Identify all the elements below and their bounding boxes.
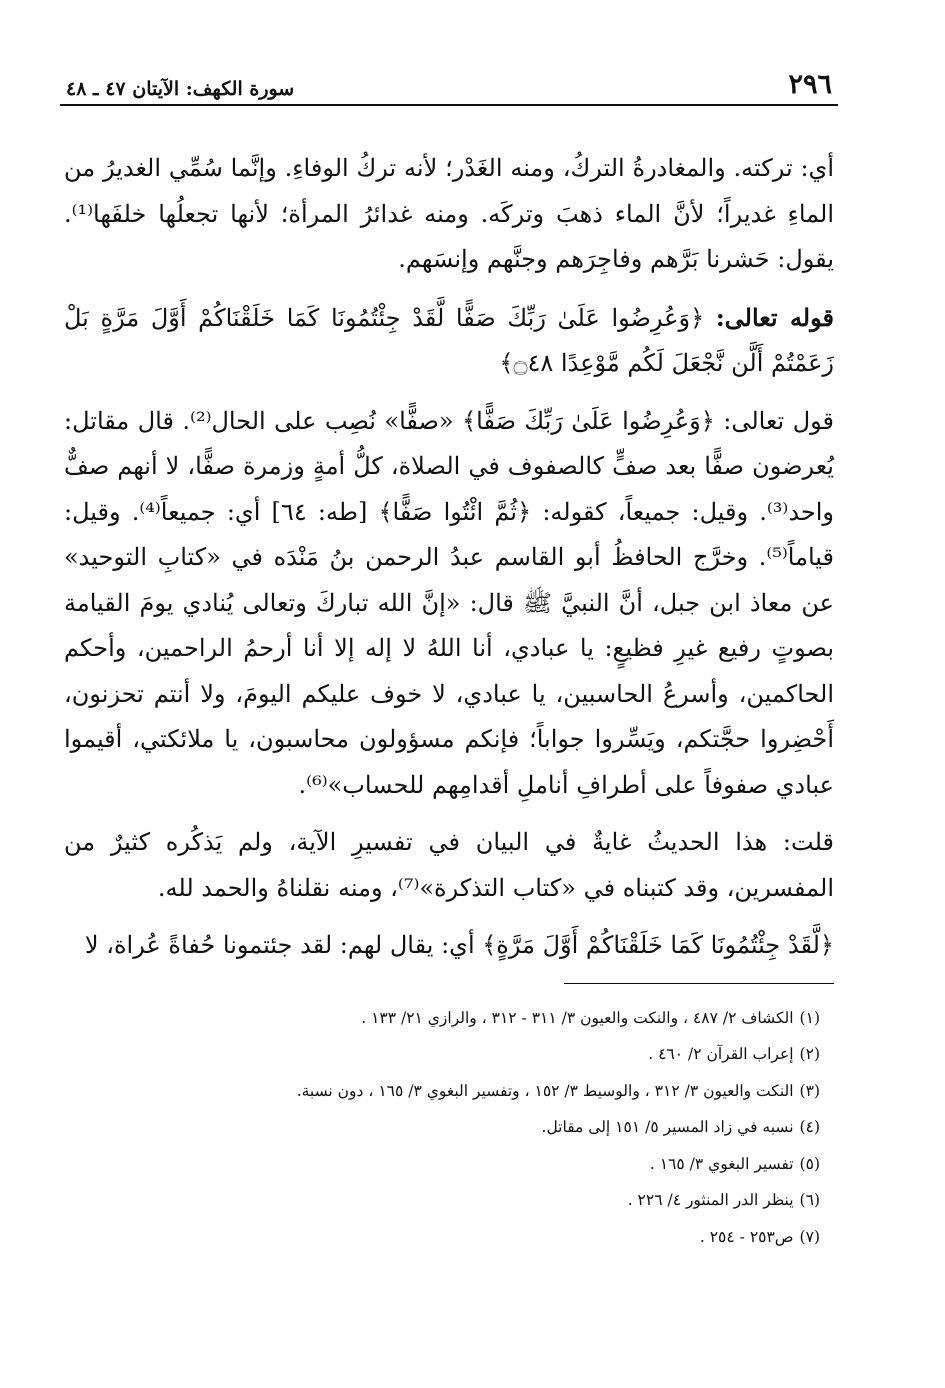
paragraph-text: قلت: هذا الحديثُ غايةٌ في البيان في تفسيرِ الآية، ولم يَذكُره كثيرٌ من المفسرين، وقد كتبناه في «كتاب التذكرة»⁽⁷⁾، ومنه نقلناهُ والحمد لله. (64, 828, 834, 902)
footnote (64, 1146, 820, 1183)
footnote-text: نسبه في زاد المسير ٥/ ١٥١ إلى مقاتل. (541, 1118, 794, 1136)
paragraph (60, 399, 838, 809)
page-header (60, 64, 838, 106)
paragraph (60, 146, 838, 283)
footnote-text: ينظر الدر المنثور ٤/ ٢٢٦ . (627, 1191, 794, 1209)
footnotes (60, 1000, 838, 1256)
footnote-text: النكت والعيون ٣/ ٣١٢ ، والوسيط ٣/ ١٥٢ ، وتفسير البغوي ٣/ ١٦٥ ، دون نسبة. (296, 1081, 794, 1100)
verse-paragraph (60, 295, 838, 387)
footnote-number: (١) (799, 1008, 820, 1027)
footnote (64, 1219, 820, 1256)
page-number: ٢٩٦ (788, 69, 832, 100)
paragraph-text: قول تعالى: ﴿وَعُرِضُوا عَلَىٰ رَبِّكَ صَفًّا﴾ «صفًّا» نُصِب على الحال⁽²⁾. قال مقاتل: يُعرضون صفًّا بعد صفٍّ كالصفوف في الصلاة، كلُّ أمةٍ وزمرة صفًّا، لا أنهم صفٌّ واحد⁽³⁾. وقيل: جميعاً، كقوله: ﴿ثُمَّ ائْتُوا صَفًّا﴾ [طه: ٦٤] أي: جميعاً⁽⁴⁾. وقيل: قياماً⁽⁵⁾. وخرَّج الحافظُ أبو القاسم عبدُ الرحمن بنُ مَنْدَه في «كتابِ التوحيد» عن معاذ ابن جبل، أنَّ النبيَّ ﷺ قال: «إنَّ الله تباركَ وتعالى يُنادي يومَ القيامة بصوتٍ رفيع غيرِ فظيعٍ: يا عبادي، أنا اللهُ لا إله إلا أنا أرحمُ الراحمين، وأحكم الحاكمين، وأسرعُ الحاسبين، يا عبادي، لا خوف عليكم اليومَ، ولا أنتم تحزنون، أَحْضِروا حجَّتكم، ويَسِّروا جواباً؛ فإنكم مسؤولون محاسبون، يا ملائكتي، أقيموا عبادي صفوفاً على أطرافِ أناملِ أقدامِهم للحساب»⁽⁶⁾. (64, 406, 835, 799)
footnote (64, 1000, 820, 1037)
footnote-divider (564, 983, 834, 984)
footnote-text: الكشاف ٢/ ٤٨٧ ، والنكت والعيون ٣/ ٣١١ - ٣١٢ ، والرازي ٢١/ ١٣٣ . (361, 1008, 794, 1027)
footnote-number: (٢) (799, 1045, 820, 1063)
footnote-text: إعراب القرآن ٢/ ٤٦٠ . (648, 1045, 794, 1063)
paragraph-text: ﴿لَّقَدْ جِئْتُمُونَا كَمَا خَلَقْنَاكُمْ أَوَّلَ مَرَّةٍ﴾ أي: يقال لهم: لقد جئتمونا حُفاةً عُراة، لا (84, 931, 834, 959)
footnote-number: (٥) (799, 1154, 820, 1173)
footnote-text: ص٢٥٣ - ٢٥٤ . (699, 1227, 794, 1246)
footnote-number: (٧) (799, 1227, 820, 1246)
paragraph (60, 923, 838, 969)
verse-text: ﴿وَعُرِضُوا عَلَىٰ رَبِّكَ صَفًّا لَّقَدْ جِئْتُمُونَا كَمَا خَلَقْنَاكُمْ أَوَّلَ مَرَّةٍ بَلْ زَعَمْتُمْ أَلَّن نَّجْعَلَ لَكُم مَّوْعِدًا ۝٤٨﴾ (64, 303, 834, 377)
book-page (60, 64, 838, 1255)
footnote (64, 1109, 820, 1146)
verse-lead: قوله تعالى: (715, 302, 834, 332)
footnote-number: (٣) (799, 1081, 820, 1100)
footnote-text: تفسير البغوي ٣/ ١٦٥ . (649, 1154, 794, 1173)
footnote-number: (٦) (799, 1191, 820, 1209)
footnote (64, 1073, 820, 1110)
footnote-number: (٤) (799, 1118, 820, 1136)
running-title: سورة الكهف: الآيتان ٤٧ ـ ٤٨ (66, 78, 295, 100)
paragraph-text: أي: تركته. والمغادرةُ التركُ، ومنه الغَدْر؛ لأنه تركُ الوفاءِ. وإنَّما سُمِّي الغديرُ من الماءِ غديراً؛ لأنَّ الماء ذهبَ وتركَه. ومنه غدائرُ المرأة؛ لأنها تجعلُها خلفَها⁽¹⁾. يقول: حَشرنا بَرَّهم وفاجِرَهم وجنَّهم وإنسَهم. (64, 154, 834, 273)
footnote (64, 1036, 820, 1073)
main-text (60, 146, 838, 969)
paragraph (60, 820, 838, 911)
footnote (64, 1182, 820, 1219)
